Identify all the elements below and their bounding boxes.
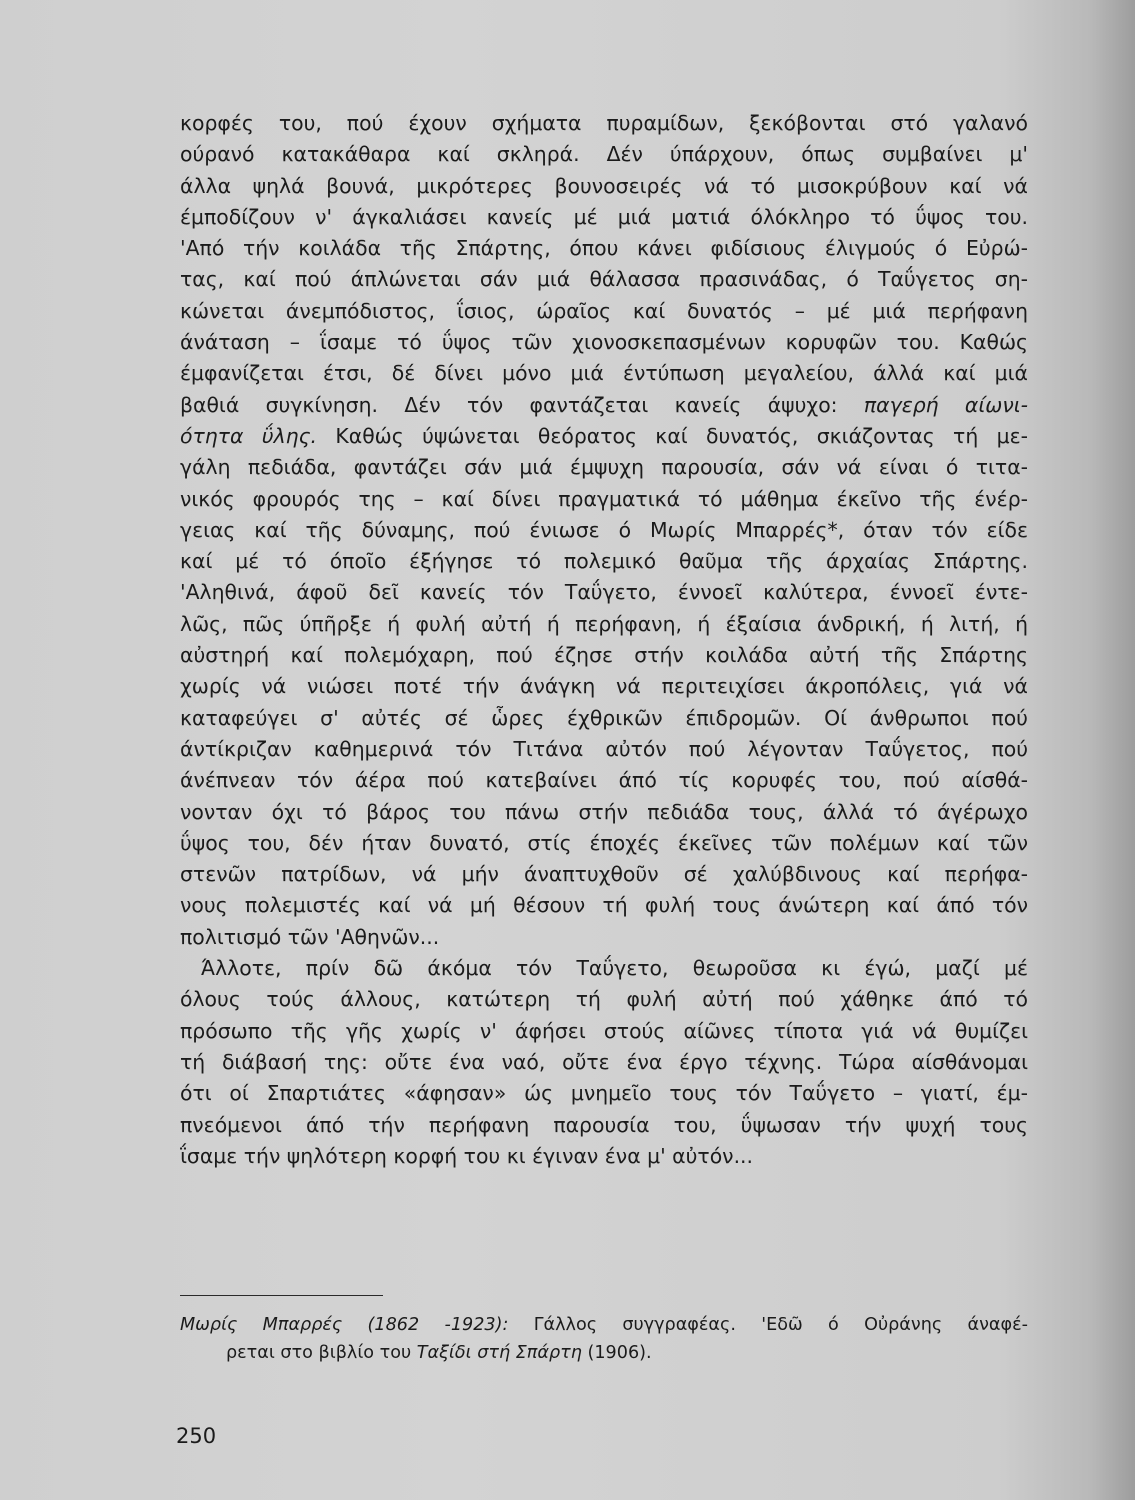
text-line: ότητα ΰλης. Καθώς ύψώνεται θεόρατος καί δυνατός, σκιάζοντας τή με-	[180, 423, 1028, 448]
text-line: ΰψος του, δέν ήταν δυνατό, στίς έποχές έκεῖνες τῶν πολέμων καί τῶν	[180, 830, 1028, 855]
text-line: έμποδίζουν ν' άγκαλιάσει κανείς μέ μιά ματιά όλόκληρο τό ΰψος του.	[180, 204, 1028, 229]
footnote-italic-name: Μωρίς Μπαρρές (1862 -1923):	[180, 1315, 509, 1335]
text-line: πνεόμενοι άπό τήν περήφανη παρουσία του, ΰψωσαν τήν ψυχή τους	[180, 1112, 1028, 1137]
text-line: στενῶν πατρίδων, νά μήν άναπτυχθοῦν σέ χαλύβδινους καί περήφα-	[180, 862, 1028, 887]
footnote-italic-title: Ταξίδι στή Σπάρτη	[416, 1343, 582, 1363]
text-line: καταφεύγει σ' αὐτές σέ ὧρες έχθρικῶν έπιδρομῶν. Οί άνθρωποι πού	[180, 705, 1028, 730]
text-line: λῶς, πῶς ύπῆρξε ή φυλή αὐτή ή περήφανη, ή έξαίσια άνδρική, ή λιτή, ή	[180, 611, 1028, 636]
text-line: άντίκριζαν καθημερινά τόν Τιτάνα αὐτόν πού λέγονταν Ταΰγετος, πού	[180, 736, 1028, 761]
body-text	[180, 108, 1028, 1172]
italic-phrase: παγερή αίωνι-	[863, 392, 1028, 417]
text-line: τή διάβασή της: οὔτε ένα ναό, οὔτε ένα έργο τέχνης. Τώρα αίσθάνομαι	[180, 1049, 1028, 1074]
text-line: άνάταση – ΐσαμε τό ΰψος τῶν χιονοσκεπασμένων κορυφῶν του. Καθώς	[180, 330, 1028, 355]
text-line: γάλη πεδιάδα, φαντάζει σάν μιά έμψυχη παρουσία, σάν νά είναι ό τιτα-	[180, 455, 1028, 480]
text-line: 'Αληθινά, άφοῦ δεῖ κανείς τόν Ταΰγετο, έννοεῖ καλύτερα, έννοεῖ έντε-	[180, 580, 1028, 605]
text-line: κώνεται άνεμπόδιστος, ΐσιος, ώραῖος καί δυνατός – μέ μιά περήφανη	[180, 298, 1028, 323]
text-line-paragraph-end: ΐσαμε τήν ψηλότερη κορφή του κι έγιναν ένα μ' αὐτόν...	[180, 1143, 754, 1168]
text-line: έμφανίζεται έτσι, δέ δίνει μόνο μιά έντύπωση μεγαλείου, άλλά καί μιά	[180, 361, 1028, 386]
footnote-line: ρεται στο βιβλίο του Ταξίδι στή Σπάρτη (1906).	[226, 1343, 652, 1363]
text-line: νονταν όχι τό βάρος του πάνω στήν πεδιάδα τους, άλλά τό άγέρωχο	[180, 799, 1028, 824]
text-line: 'Από τήν κοιλάδα τῆς Σπάρτης, όπου κάνει φιδίσιους έλιγμούς ό Εὐρώ-	[180, 236, 1028, 261]
text-line: βαθιά συγκίνηση. Δέν τόν φαντάζεται κανείς άψυχο: παγερή αίωνι-	[180, 392, 1028, 417]
text-line: νους πολεμιστές καί νά μή θέσουν τή φυλή τους άνώτερη καί άπό τόν	[180, 893, 1028, 918]
text-line: καί μέ τό όποῖο έξήγησε τό πολεμικό θαῦμα τῆς άρχαίας Σπάρτης.	[180, 549, 1028, 574]
text-line-paragraph-end: πολιτισμό τῶν 'Αθηνῶν...	[180, 924, 440, 949]
italic-phrase: ότητα ΰλης.	[180, 423, 318, 448]
page-number: 250	[176, 1424, 217, 1448]
text-line-paragraph-start: Άλλοτε, πρίν δῶ άκόμα τόν Ταΰγετο, θεωροῦσα κι έγώ, μαζί μέ	[201, 956, 1028, 981]
text-line: κορφές του, πού έχουν σχήματα πυραμίδων, ξεκόβονται στό γαλανό	[180, 111, 1028, 135]
text-line: άλλα ψηλά βουνά, μικρότερες βουνοσειρές νά τό μισοκρύβουν καί νά	[180, 173, 1028, 198]
text-line: ότι οί Σπαρτιάτες «άφησαν» ώς μνημεῖο τους τόν Ταΰγετο – γιατί, έμ-	[180, 1081, 1028, 1106]
text-line: πρόσωπο τῆς γῆς χωρίς ν' άφήσει στούς αίῶνες τίποτα γιά νά θυμίζει	[180, 1018, 1028, 1043]
text-line: όλους τούς άλλους, κατώτερη τή φυλή αὐτή πού χάθηκε άπό τό	[180, 987, 1028, 1012]
text-line: τας, καί πού άπλώνεται σάν μιά θάλασσα πρασινάδας, ό Ταΰγετος ση-	[180, 267, 1028, 292]
text-line: γειας καί τῆς δύναμης, πού ένιωσε ό Μωρίς Μπαρρές*, όταν τόν είδε	[180, 517, 1028, 542]
footnote-divider	[180, 1295, 383, 1296]
text-line: χωρίς νά νιώσει ποτέ τήν άνάγκη νά περιτειχίσει άκροπόλεις, γιά νά	[180, 674, 1028, 699]
footnote-line: Μωρίς Μπαρρές (1862 -1923): Γάλλος συγγραφέας. 'Εδῶ ό Οὐράνης άναφέ-	[180, 1315, 1028, 1335]
text-line: ούρανό κατακάθαρα καί σκληρά. Δέν ύπάρχουν, όπως συμβαίνει μ'	[180, 142, 1028, 167]
text-line: άνέπνεαν τόν άέρα πού κατεβαίνει άπό τίς κορυφές του, πού αίσθά-	[180, 768, 1028, 793]
text-line: αὐστηρή καί πολεμόχαρη, πού έζησε στήν κοιλάδα αὐτή τῆς Σπάρτης	[180, 643, 1028, 668]
footnote	[180, 1311, 1028, 1367]
text-line: νικός φρουρός της – καί δίνει πραγματικά τό μάθημα έκεῖνο τῆς ένέρ-	[180, 486, 1028, 511]
